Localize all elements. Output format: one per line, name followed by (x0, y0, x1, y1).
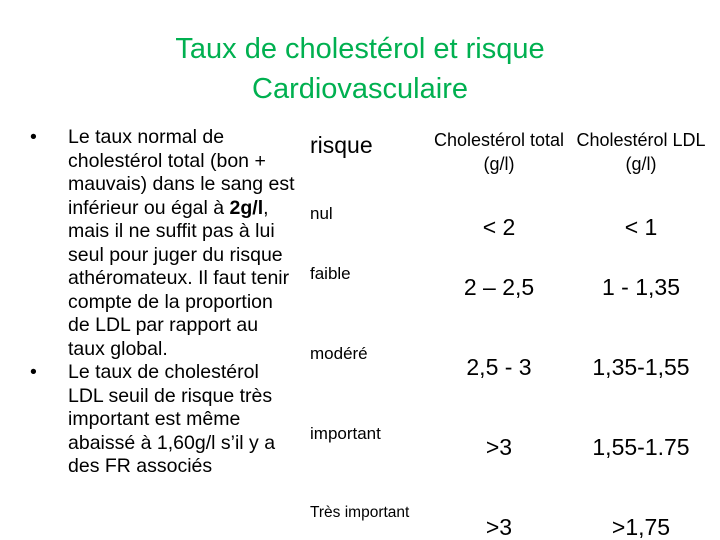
ldl-value: < 1 (624, 214, 658, 240)
total-value: >3 (485, 434, 513, 460)
bullet-2-text: Le taux de cholestérol LDL seuil de risque très important est même abaissé à 1,60g/l s’il y a des FR associés (68, 361, 276, 477)
bullet-dot-icon: • (30, 126, 37, 148)
bullet-1-text-pre: Le taux normal de cholestérol total (bon + mauvais) dans le sang est inférieur ou égal à (68, 126, 295, 219)
page-subtitle: Cardiovasculaire (252, 73, 468, 105)
risk-label: faible (310, 264, 351, 283)
ldl-value: >1,75 (611, 514, 671, 540)
risk-label: nul (310, 204, 333, 223)
total-value: 2 – 2,5 (463, 274, 535, 300)
risk-label: modéré (310, 344, 368, 363)
table-row (300, 410, 712, 490)
table-row (300, 330, 712, 410)
table-row (300, 190, 712, 250)
total-value: >3 (485, 514, 513, 540)
page-title: Taux de cholestérol et risque (175, 33, 545, 65)
header-ldl: Cholestérol LDL (g/l) (576, 130, 706, 174)
ldl-value: 1,55-1.75 (592, 434, 690, 460)
bullet-item-2 (28, 361, 296, 479)
risk-label: important (310, 424, 381, 443)
risk-label: Très important (310, 504, 410, 521)
risk-table (300, 118, 712, 540)
total-value: 2,5 - 3 (466, 354, 532, 380)
table-header-row (300, 118, 712, 190)
bullet-1-text-bold: 2g/l (229, 196, 264, 219)
bullet-list (28, 126, 296, 479)
table-row (300, 250, 712, 330)
table-row (300, 490, 712, 540)
ldl-value: 1 - 1,35 (602, 274, 680, 300)
ldl-value: 1,35-1,55 (592, 354, 690, 380)
bullet-dot-icon: • (30, 361, 37, 383)
total-value: < 2 (482, 214, 516, 240)
header-total: Cholestérol total (g/l) (433, 130, 565, 174)
bullet-1-text-post: , mais il ne suffit pas à lui seul pour juger du risque athéromateux. Il faut tenir compte de la proportion de LDL par rapport au taux global. (68, 196, 290, 360)
bullet-item-1 (28, 126, 296, 361)
header-risk: risque (310, 132, 373, 158)
